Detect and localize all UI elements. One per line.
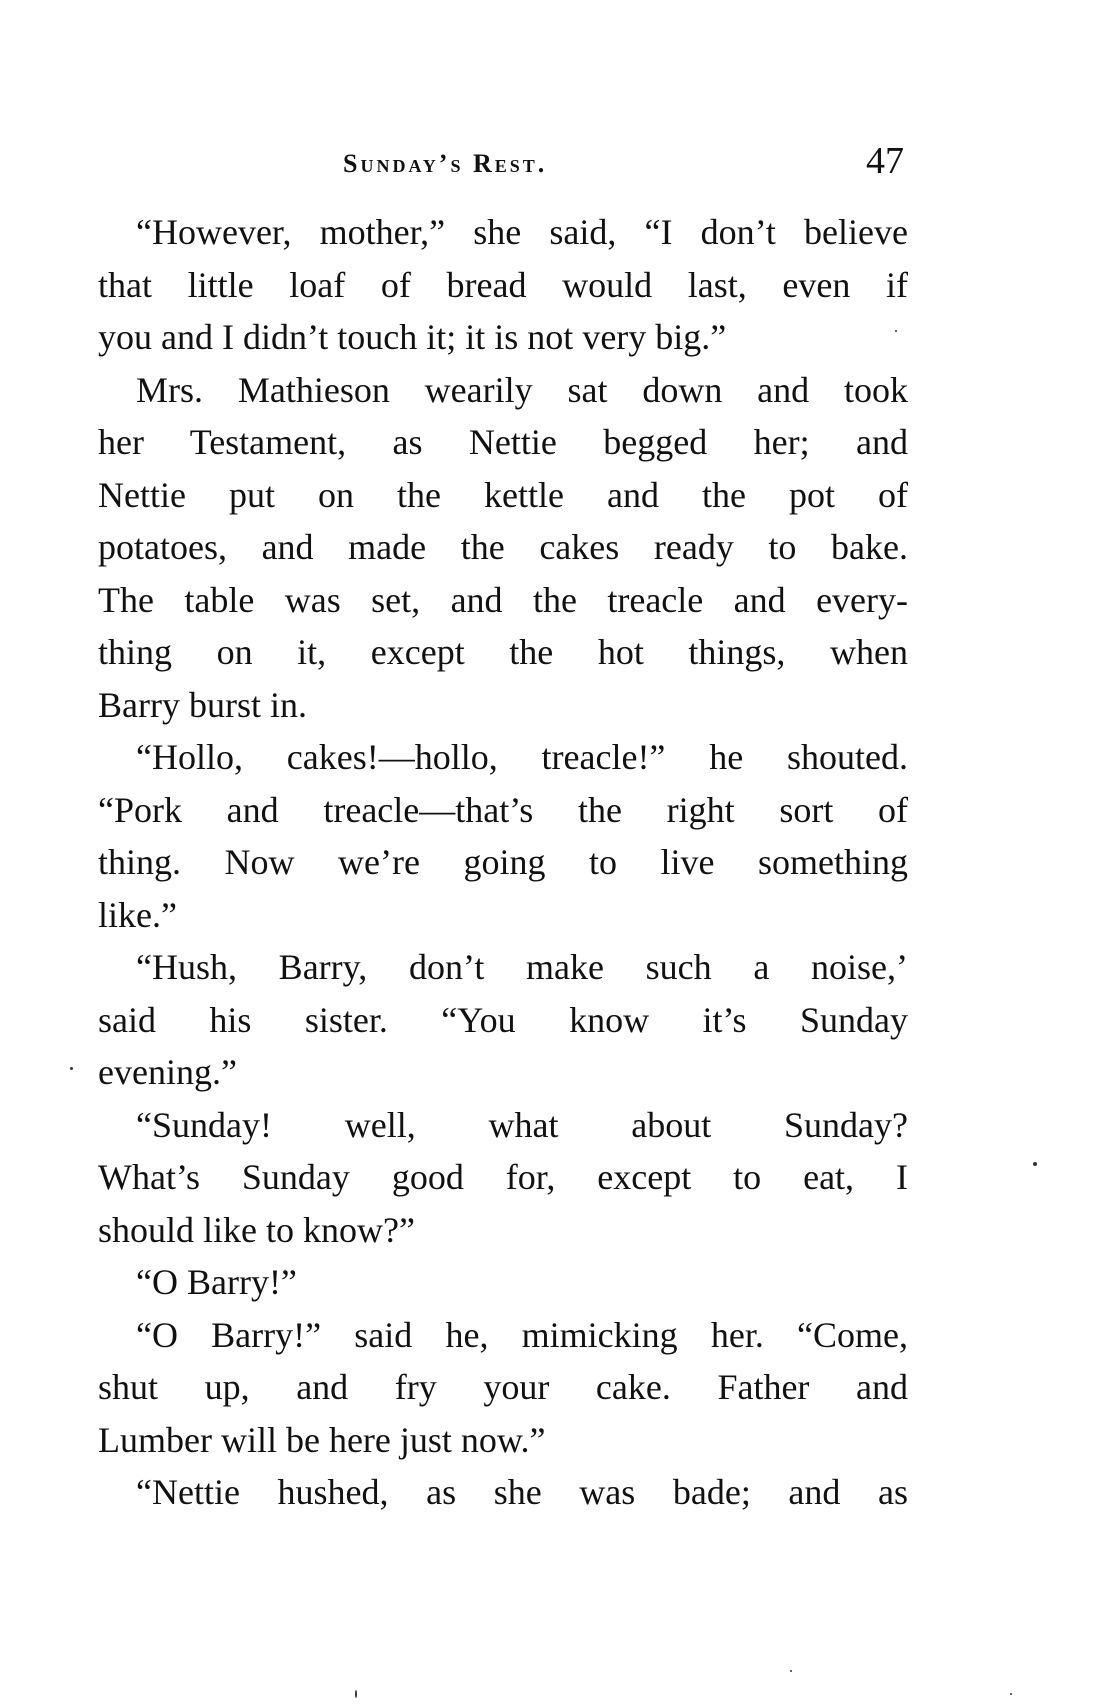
text-line: “Nettie hushed, as she was bade; and as [136,1472,908,1512]
text-line: her Testament, as Nettie begged her; and [98,422,908,462]
text-line: evening.” [98,1052,237,1092]
text-line: Barry burst in. [98,684,307,725]
text-line: “Hush, Barry, don’t make such a noise,’ [136,947,908,987]
text-line: thing on it, except the hot things, when [98,632,908,672]
text-line: “Sunday! well, what about Sunday? [136,1104,908,1145]
text-line: The table was set, and the treacle and every- [98,579,908,620]
text-line: Lumber will be here just now.” [98,1419,546,1460]
body-text [98,206,908,1519]
paper-speck [70,1067,73,1070]
text-line: potatoes, and made the cakes ready to bake. [98,527,908,567]
paper-speck [790,1670,792,1672]
text-line: “Hollo, cakes!—hollo, treacle!” he shouted. [136,737,908,777]
text-line: Nettie put on the kettle and the pot of [98,474,908,515]
text-line: that little loaf of bread would last, even if [98,264,908,305]
running-title: Sunday’s Rest. [343,149,548,178]
text-line: should like to know?” [98,1209,415,1250]
paper-speck [1033,1162,1037,1166]
text-line: shut up, and fry your cake. Father and [98,1367,908,1407]
page-number: 47 [866,140,904,182]
text-line: like.” [98,894,177,935]
text-line: “O Barry!” [136,1262,297,1302]
text-line: “However, mother,” she said, “I don’t believe [136,212,908,252]
running-head [98,139,906,189]
text-line: said his sister. “You know it’s Sunday [98,999,908,1040]
text-line: thing. Now we’re going to live something [98,842,908,882]
text-line: you and I didn’t touch it; it is not very big.” [98,317,727,357]
text-line: Mrs. Mathieson wearily sat down and took [136,369,908,410]
text-line: “O Barry!” said he, mimicking her. “Come, [136,1314,908,1355]
paper-speck [1010,1693,1012,1695]
paper-speck [895,330,897,332]
paper-speck [355,1690,357,1698]
text-line: “Pork and treacle—that’s the right sort of [98,789,908,830]
text-line: What’s Sunday good for, except to eat, I [98,1157,908,1197]
